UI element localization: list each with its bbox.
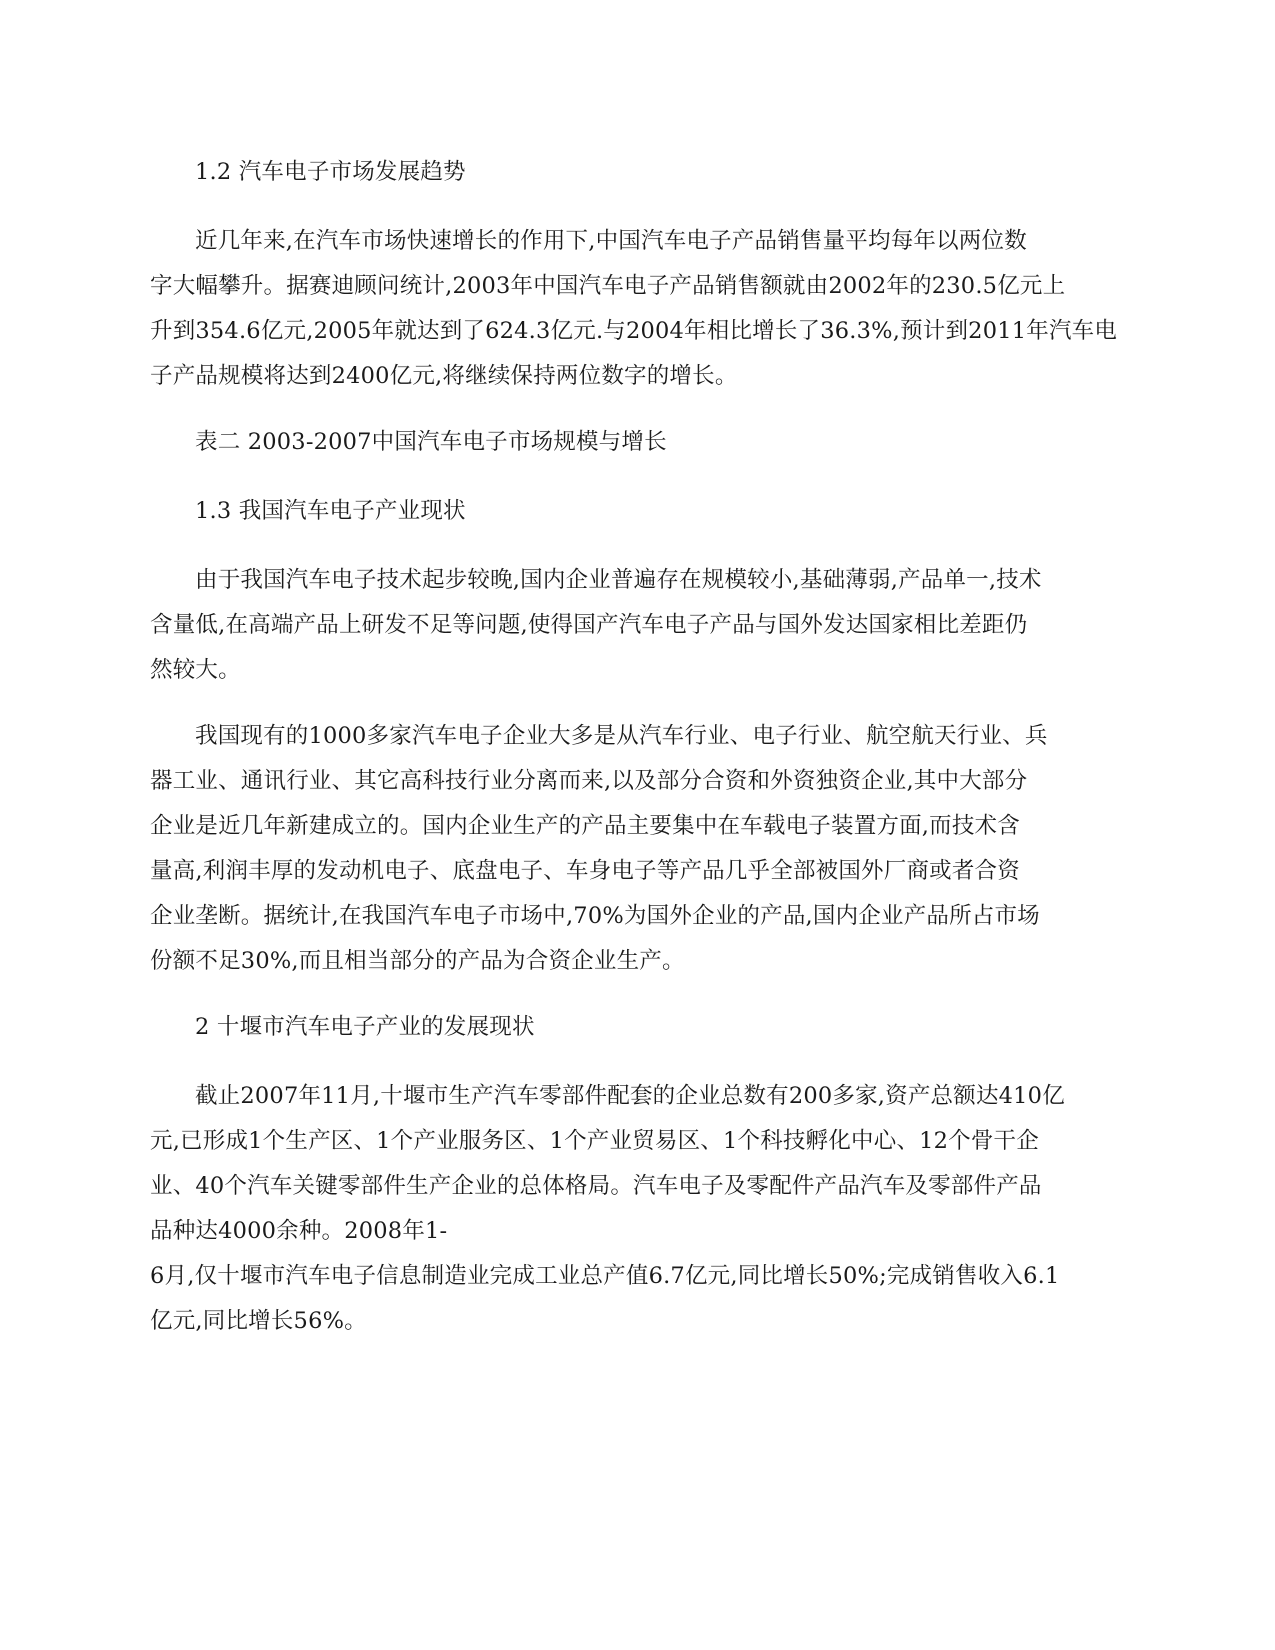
paragraph-line: 业、40个汽车关键零部件生产企业的总体格局。汽车电子及零配件产品汽车及零部件产品	[150, 1173, 1042, 1199]
section-heading-1-2	[150, 150, 1125, 195]
section-heading: 2 十堰市汽车电子产业的发展现状	[195, 1014, 535, 1040]
paragraph-line: 器工业、通讯行业、其它高科技行业分离而来,以及部分合资和外资独资企业,其中大部分	[150, 768, 1028, 794]
paragraph-line: 由于我国汽车电子技术起步较晚,国内企业普遍存在规模较小,基础薄弱,产品单一,技术	[195, 567, 1042, 593]
paragraph-line: 截止2007年11月,十堰市生产汽车零部件配套的企业总数有200多家,资产总额达410亿	[195, 1083, 1065, 1109]
section-heading-2	[150, 1005, 1125, 1050]
section-heading: 1.3 我国汽车电子产业现状	[195, 498, 466, 524]
paragraph-line: 升到354.6亿元,2005年就达到了624.3亿元.与2004年相比增长了36.3%,预计到2011年汽车电	[150, 318, 1118, 344]
paragraph-line: 6月,仅十堰市汽车电子信息制造业完成工业总产值6.7亿元,同比增长50%;完成销售收入6.1	[150, 1263, 1060, 1289]
paragraph-line: 亿元,同比增长56%。	[150, 1308, 367, 1334]
paragraph-enterprises	[150, 714, 1125, 984]
paragraph-line: 字大幅攀升。据赛迪顾问统计,2003年中国汽车电子产品销售额就由2002年的230.5亿元上	[150, 273, 1066, 299]
paragraph-market-trend	[150, 219, 1125, 399]
paragraph-line: 企业是近几年新建成立的。国内企业生产的产品主要集中在车载电子装置方面,而技术含	[150, 813, 1020, 839]
paragraph-line: 我国现有的1000多家汽车电子企业大多是从汽车行业、电子行业、航空航天行业、兵	[195, 723, 1048, 749]
section-heading: 1.2 汽车电子市场发展趋势	[195, 159, 466, 185]
paragraph-industry-status	[150, 558, 1125, 693]
paragraph-line: 元,已形成1个生产区、1个产业服务区、1个产业贸易区、1个科技孵化中心、12个骨干企	[150, 1128, 1039, 1154]
paragraph-line: 品种达4000余种。2008年1-	[150, 1218, 448, 1244]
paragraph-shiyan	[150, 1074, 1125, 1344]
table-caption	[150, 420, 1125, 465]
paragraph-line: 然较大。	[150, 657, 241, 683]
paragraph-line: 含量低,在高端产品上研发不足等问题,使得国产汽车电子产品与国外发达国家相比差距仍	[150, 612, 1028, 638]
paragraph-line: 子产品规模将达到2400亿元,将继续保持两位数字的增长。	[150, 363, 738, 389]
paragraph-line: 量高,利润丰厚的发动机电子、底盘电子、车身电子等产品几乎全部被国外厂商或者合资	[150, 858, 1020, 884]
table-caption-text: 表二 2003-2007中国汽车电子市场规模与增长	[195, 429, 667, 455]
paragraph-line: 份额不足30%,而且相当部分的产品为合资企业生产。	[150, 948, 685, 974]
paragraph-line: 企业垄断。据统计,在我国汽车电子市场中,70%为国外企业的产品,国内企业产品所占市场	[150, 903, 1040, 929]
paragraph-line: 近几年来,在汽车市场快速增长的作用下,中国汽车电子产品销售量平均每年以两位数	[195, 228, 1027, 254]
section-heading-1-3	[150, 489, 1125, 534]
